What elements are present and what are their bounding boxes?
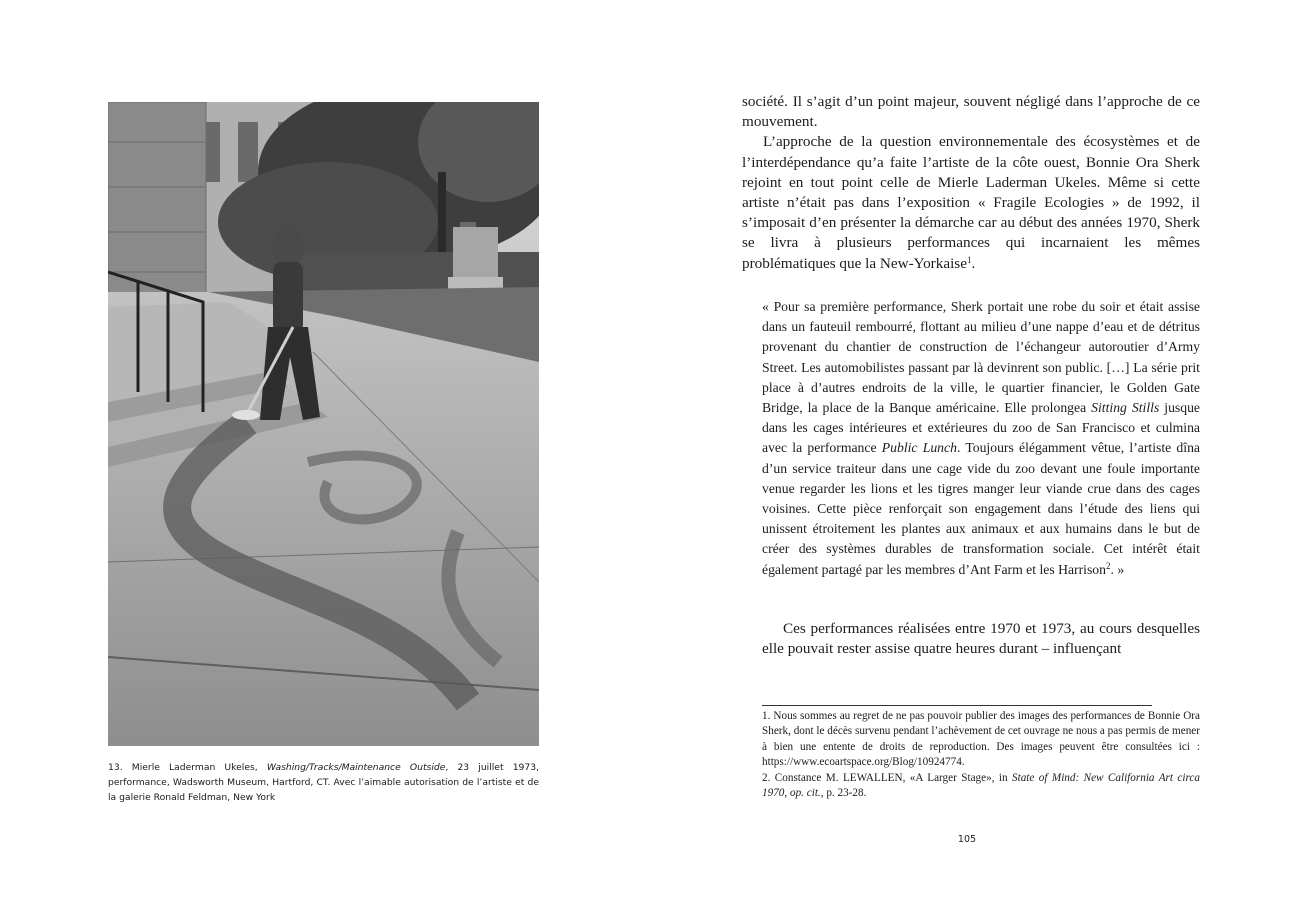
caption-title: Washing/Tracks/Maintenance Outside <box>266 762 446 773</box>
quote-part-2: jusque dans les cages intérieures et extérieures du zoo de San Francisco et culmina avec la performance <box>762 400 1201 456</box>
footnote-2-title: State of Mind: New California Art circa 1970 <box>762 771 1200 800</box>
quote-italic-public-lunch: Public Lunch <box>881 440 957 456</box>
caption-number: 13. <box>108 762 123 773</box>
footnote-2-middle: , <box>784 787 790 800</box>
figure-photograph <box>108 102 539 746</box>
paragraph-2-text: L’approche de la question environnementale des écosystèmes et de l’interdépendance qu’a faite l’artiste de la côte ouest, Bonnie Ora Sherk rejoint en tout point celle de Mierle Laderman Ukeles. Même si cette artiste n’était pas dans l’exposition « Fragile Ecologies » de 1992, il s’imposait d’en présenter la démarche car au début des années 1970, Sherk se livra à plusieurs performances qui incarnaient les mêmes problématiques que la New-Yorkaise <box>742 133 1200 272</box>
figure-caption <box>108 760 539 806</box>
caption-details: , 23 juillet 1973, performance, Wadsworth Museum, Hartford, CT. Avec l’aimable autorisation de l’artiste et de la galerie Ronald Feldman, New York <box>108 762 540 804</box>
paragraph-2 <box>742 132 1200 273</box>
quote-part-1: « Pour sa première performance, Sherk portait une robe du soir et était assise dans un fauteuil rembourré, flottant au milieu d’une nappe d’eau et de détritus provenant du chantier de construction de l’échangeur autoroutier d’Army Street. Les automobilistes passant par là devinrent son public. […] La série prit place à d’autres endroits de la ville, le quartier financier, le Golden Gate Bridge, la place de la Banque américaine. Elle prolongea <box>762 299 1200 416</box>
page-number: 105 <box>957 834 977 845</box>
footnote-divider <box>762 705 1152 706</box>
footnote-2 <box>762 771 1200 802</box>
paragraph-1: société. Il s’agit d’un point majeur, souvent négligé dans l’approche de ce mouvement. <box>742 93 1200 131</box>
photograph-image <box>108 102 539 746</box>
footnote-2-opcit: op. cit. <box>789 787 821 800</box>
footnote-ref-1[interactable]: 1 <box>966 254 972 265</box>
paragraph-3: Ces performances réalisées entre 1970 et 1973, au cours desquelles elle pouvait rester assise quatre heures durant – influençant <box>762 620 1200 658</box>
quote-italic-sitting-stills: Sitting Stills <box>1091 400 1160 416</box>
block-quote <box>762 297 1200 580</box>
body-text-bottom <box>762 619 1200 659</box>
footnote-ref-2[interactable]: 2 <box>1105 560 1111 571</box>
footnote-2-suffix: , p. 23-28. <box>820 787 867 800</box>
quote-end: . » <box>1110 561 1125 577</box>
footnote-1: 1. Nous sommes au regret de ne pas pouvoir publier des images des performances de Bonnie Ora Sherk, dont le décès survenu pendant l’achèvement de cet ouvrage ne nous a pas permis de mener à bien une entente de droits de reproduction. Des images peuvent être consultées ici : https://www.ecoartspace.org/Blog/10924774. <box>762 710 1200 769</box>
quote-part-3: . Toujours élégamment vêtue, l’artiste dîna d’un service traiteur dans une cage vide du zoo devant une foule importante venue regarder les lions et les tigres manger leur viande crue dans des cages voisines. Cette pièce renforçait son engagement dans l’étude des liens qui unissent étroitement les plantes aux animaux et aux humains dans le but de créer des systèmes durables de transformation sociale. Cet intérêt était également partagé par les membres d’Ant Farm et les Harrison <box>762 440 1200 577</box>
footnotes <box>762 709 1200 801</box>
caption-artist: Mierle Laderman Ukeles, <box>131 762 258 773</box>
footnote-2-prefix: 2. Constance M. LEWALLEN, «A Larger Stage», in <box>762 771 1012 784</box>
paragraph-2-end: . <box>971 254 976 272</box>
body-text-top <box>742 92 1200 274</box>
